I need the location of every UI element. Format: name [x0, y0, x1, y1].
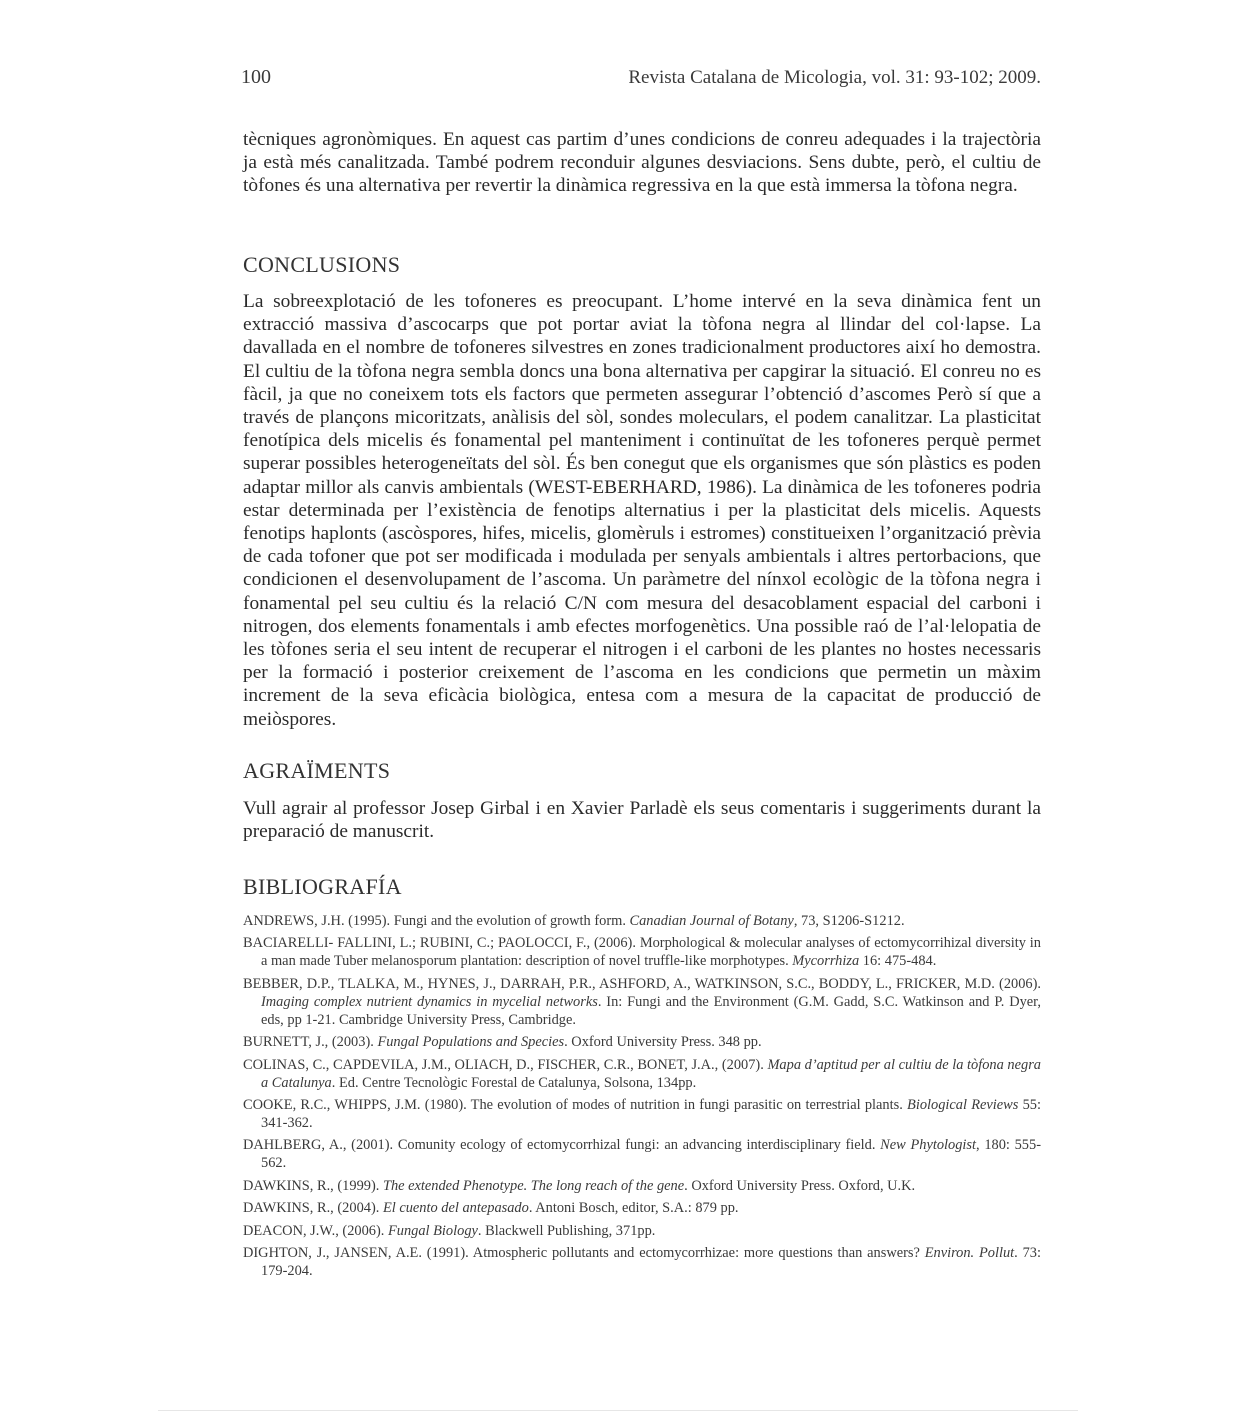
- reference-text: 16: 475-484.: [859, 953, 937, 970]
- conclusions-paragraph: La sobreexplotació de les tofoneres es preocupant. L’home intervé en la seva dinàmica fent un extracció massiva d’ascocarps que pot portar aviat la tòfona negra al llindar del col·lapse. La davallada en el nombre de tofoneres silvestres en zones tradicionalment productores així ho demostra. El cultiu de la tòfona negra sembla doncs una bona alternativa per capgirar la situació. El conreu no es fàcil, ja que no coneixem tots els factors que permeten assegurar l’obtenció d’ascomes Però sí que a través de plançons micoritzats, anàlisis del sòl, sondes moleculars, el podem canalitzar. La plasticitat fenotípica dels micelis és fonamental pel manteniment i continuïtat de les tofoneres perquè permet superar possibles heterogeneïtats del sòl. És ben conegut que els organismes que són plàstics es poden adaptar millor als canvis ambientals (WEST-EBERHARD, 1986). La dinàmica de les tofoneres podria estar determinada per l’existència de fenotips alternatius i per la plasticitat dels micelis. Aquests fenotips haplonts (ascòspores, hifes, micelis, glomèruls i estromes) constitueixen l’organització prèvia de cada tofoner que pot ser modificada i modulada per senyals ambientals i altres pertorbacions, que condicionen el desenvolupament de l’ascoma. Un paràmetre del nínxol ecològic de la tòfona negra i fonamental pel seu cultiu és la relació C/N com mesura del desacoblament espacial del carboni i nitrogen, dos elements fonamentals i amb efectes morfogenètics. Una possible raó de l’al·lelopatia de les tòfones seria el seu intent de recuperar el nitrogen i el carboni de les plantes no hostes necessaris per la formació i posterior creixement de l’ascoma en les condicions que permetin un màxim increment de la seva eficàcia biològica, entesa com a mesura de la capacitat de producció de meiòspores.: [243, 291, 1041, 730]
- reference-list: [243, 912, 1041, 1284]
- reference-item: [243, 912, 1041, 930]
- reference-journal: Canadian Journal of Botany: [629, 913, 794, 929]
- running-header: [243, 66, 1041, 89]
- reference-item: [243, 1244, 1041, 1280]
- reference-text: DAHLBERG, A., (2001). Comunity ecology of ectomycorrhizal fungi: an advancing interdisciplinary field.: [243, 1137, 881, 1154]
- acknowledgements-paragraph: Vull agrair al professor Josep Girbal i en Xavier Parladè els seus comentaris i suggeriments durant la preparació de manuscrit.: [243, 798, 1041, 843]
- reference-text: , 73, S1206-S1212.: [793, 913, 905, 929]
- reference-journal: Imaging complex nutrient dynamics in mycelial networks: [261, 993, 598, 1010]
- reference-text: . Antoni Bosch, editor, S.A.: 879 pp.: [528, 1200, 739, 1217]
- bibliography-heading: BIBLIOGRAFÍA: [243, 874, 402, 899]
- reference-text: BURNETT, J., (2003).: [243, 1034, 378, 1051]
- reference-text: 55: 341-362.: [261, 1096, 1041, 1131]
- reference-item: [243, 1096, 1041, 1132]
- intro-paragraph: tècniques agronòmiques. En aquest cas partim d’unes condicions de conreu adequades i la trajectòria ja està més canalitzada. També podrem reconduir algunes desviacions. Sens dubte, però, el cultiu de tòfones és una alternativa per revertir la dinàmica regressiva en la que està immersa la tòfona negra.: [243, 129, 1041, 197]
- reference-journal: Fungal Populations and Species: [377, 1034, 565, 1051]
- reference-item: [243, 1222, 1041, 1240]
- reference-text: , 180: 555-562.: [261, 1137, 1041, 1172]
- conclusions-heading: CONCLUSIONS: [243, 252, 401, 277]
- reference-journal: El cuento del antepasado: [382, 1200, 529, 1217]
- reference-text: . 73: 179-204.: [261, 1244, 1041, 1279]
- reference-item: [243, 1033, 1041, 1051]
- journal-citation: Revista Catalana de Micologia, vol. 31: 93-102; 2009.: [628, 67, 1041, 88]
- reference-text: COOKE, R.C., WHIPPS, J.M. (1980). The evolution of modes of nutrition in fungi parasitic on terrestrial plants.: [243, 1096, 908, 1113]
- reference-text: . Ed. Centre Tecnològic Forestal de Catalunya, Solsona, 134pp.: [331, 1074, 697, 1091]
- reference-text: DEACON, J.W., (2006).: [243, 1222, 388, 1239]
- page-number: 100: [241, 66, 271, 88]
- reference-text: DAWKINS, R., (1999).: [243, 1177, 383, 1194]
- reference-text: DIGHTON, J., JANSEN, A.E. (1991). Atmospheric pollutants and ectomycorrhizae: more questions than answers?: [243, 1244, 925, 1261]
- reference-text: COLINAS, C., CAPDEVILA, J.M., OLIACH, D., FISCHER, C.R., BONET, J.A., (2007).: [243, 1056, 768, 1073]
- reference-journal: The extended Phenotype. The long reach of the gene: [382, 1177, 685, 1194]
- reference-text: . Oxford University Press. 348 pp.: [564, 1034, 762, 1051]
- reference-text: DAWKINS, R., (2004).: [243, 1200, 383, 1217]
- reference-text: BACIARELLI- FALLINI, L.; RUBINI, C.; PAOLOCCI, F., (2006). Morphological & molecular analyses of ectomycorrihizal diversity in a man made Tuber melanosporum plantation: description of novel truffle-like morphotypes.: [243, 935, 1041, 970]
- reference-journal: Mycorrhiza: [792, 953, 860, 970]
- reference-journal: Mapa d’aptitud per al cultiu de la tòfona negra a Catalunya: [261, 1056, 1041, 1091]
- reference-journal: Environ. Pollut: [924, 1244, 1015, 1261]
- reference-journal: Biological Reviews: [907, 1096, 1019, 1113]
- scan-edge-line: [158, 1410, 1078, 1411]
- reference-journal: New Phytologist: [880, 1137, 977, 1154]
- acknowledgements-heading: AGRAÏMENTS: [243, 758, 391, 783]
- reference-journal: Fungal Biology: [387, 1222, 478, 1239]
- reference-item: [243, 1199, 1041, 1217]
- reference-text: . Blackwell Publishing, 371pp.: [477, 1222, 656, 1239]
- reference-item: [243, 1136, 1041, 1172]
- reference-item: [243, 934, 1041, 970]
- reference-item: [243, 1177, 1041, 1195]
- reference-item: [243, 1056, 1041, 1092]
- reference-text: ANDREWS, J.H. (1995). Fungi and the evolution of growth form.: [243, 913, 630, 929]
- reference-item: [243, 975, 1041, 1029]
- reference-text: . In: Fungi and the Environment (G.M. Gadd, S.C. Watkinson and P. Dyer, eds, pp 1-21. Cambridge University Press, Cambridge.: [261, 993, 1041, 1028]
- reference-text: BEBBER, D.P., TLALKA, M., HYNES, J., DARRAH, P.R., ASHFORD, A., WATKINSON, S.C., BODDY, L., FRICKER, M.D. (2006).: [243, 975, 1041, 992]
- reference-text: . Oxford University Press. Oxford, U.K.: [684, 1177, 916, 1194]
